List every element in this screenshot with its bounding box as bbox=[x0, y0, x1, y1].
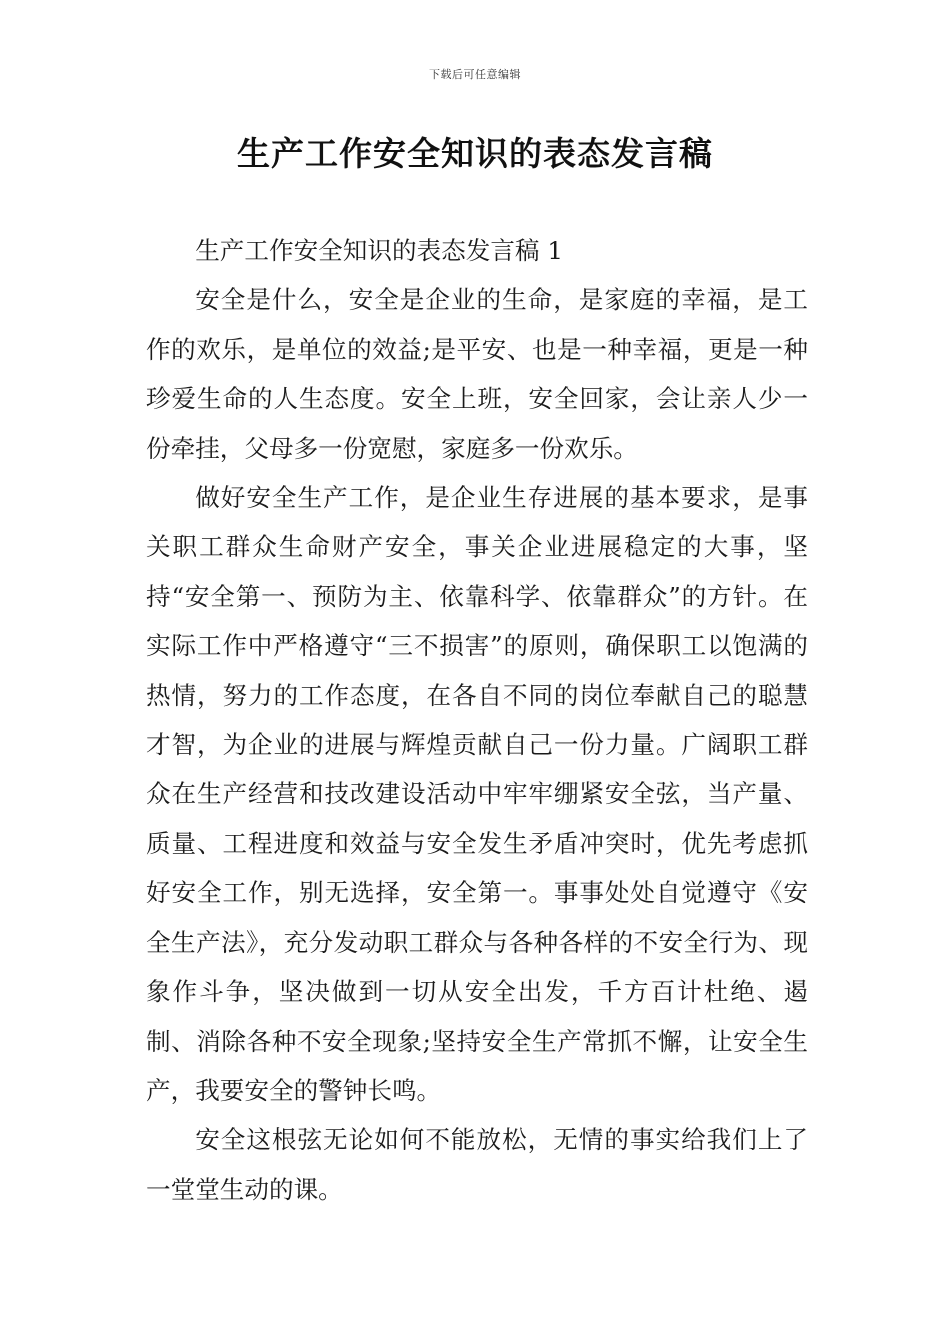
section-heading: 生产工作安全知识的表态发言稿 1 bbox=[195, 236, 563, 265]
paragraph-2: 做好安全生产工作，是企业生存进展的基本要求，是事关职工群众生命财产安全，事关企业进展稳定的大事，坚持“安全第一、预防为主、依靠科学、依靠群众”的方针。在实际工作中严格遵守“三不损害”的原则，确保职工以饱满的热情，努力的工作态度，在各自不同的岗位奉献自己的聪慧才智，为企业的进展与辉煌贡献自己一份力量。广阔职工群众在生产经营和技改建设活动中牢牢绷紧安全弦，当产量、质量、工程进度和效益与安全发生矛盾冲突时，优先考虑抓好安全工作，别无选择，安全第一。事事处处自觉遵守《安全生产法》，充分发动职工群众与各种各样的不安全行为、现象作斗争，坚决做到一切从安全出发，千方百计杜绝、遏制、消除各种不安全现象;坚持安全生产常抓不懈，让安全生产，我要安全的警钟长鸣。 bbox=[146, 483, 808, 1105]
paragraph-1: 安全是什么，安全是企业的生命，是家庭的幸福，是工作的欢乐，是单位的效益;是平安、也是一种幸福，更是一种珍爱生命的人生态度。安全上班，安全回家，会让亲人少一份牵挂，父母多一份宽慰，家庭多一份欢乐。 bbox=[146, 285, 808, 463]
paragraph-3: 安全这根弦无论如何不能放松，无情的事实给我们上了一堂堂生动的课。 bbox=[146, 1125, 808, 1204]
document-body bbox=[146, 226, 808, 1214]
document-title: 生产工作安全知识的表态发言稿 bbox=[237, 134, 713, 173]
header-note: 下载后可任意编辑 bbox=[429, 68, 521, 81]
